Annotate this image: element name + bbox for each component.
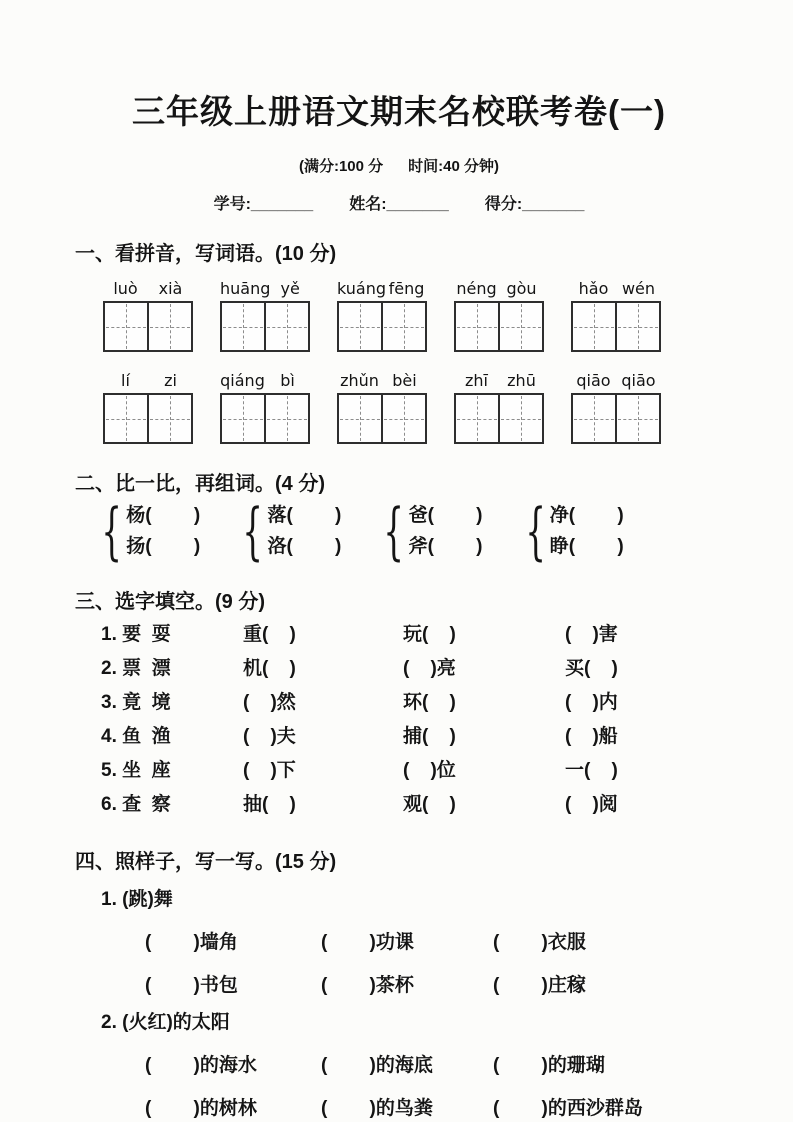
- word-compare-lines: [267, 500, 341, 562]
- writing-grid: [454, 393, 544, 444]
- pinyin-syllable: zhǔn: [340, 371, 379, 390]
- pinyin-syllable: qiāo: [576, 371, 611, 390]
- section-1-heading: 一、看拼音，写词语。(10 分): [75, 243, 337, 265]
- pinyin-word-group: [220, 366, 310, 444]
- choice-options: 4. 鱼 渔: [101, 726, 171, 747]
- pinyin-syllable: huāng: [220, 279, 271, 298]
- example-block: [75, 1007, 723, 1120]
- char-choice-row: [101, 618, 723, 652]
- fill-row: [145, 927, 723, 954]
- choice-options: 6. 查 察: [101, 794, 171, 815]
- pinyin-syllable: wén: [621, 279, 656, 298]
- section-2-heading: 二、比一比，再组词。(4 分): [75, 473, 325, 495]
- word-compare-group: [238, 494, 342, 568]
- writing-grid: [220, 393, 310, 444]
- compare-line-bottom: 洛( ): [267, 536, 342, 557]
- compare-line-top: 杨( ): [126, 505, 201, 526]
- char-choice-row: [101, 754, 723, 788]
- writing-grid-cell: [264, 395, 308, 442]
- example-block: [75, 884, 723, 997]
- fill-blank: ( )庄稼: [493, 975, 586, 996]
- fill-blank: ( )书包: [145, 975, 238, 996]
- writing-grid: [571, 393, 661, 444]
- compare-line-bottom: 扬( ): [126, 536, 201, 557]
- compare-line-bottom: 斧( ): [408, 536, 483, 557]
- compare-line-top: 净( ): [549, 505, 624, 526]
- pinyin-label: [220, 274, 310, 301]
- fill-blank: 观( ): [403, 794, 456, 815]
- pinyin-word-group: [454, 274, 544, 352]
- fill-blank: ( )害: [565, 624, 618, 645]
- section-3: [75, 585, 723, 822]
- pinyin-syllable: zi: [164, 371, 177, 390]
- section-4: [75, 845, 723, 1120]
- fill-blank: ( )然: [243, 692, 296, 713]
- pinyin-word-group: [454, 366, 544, 444]
- char-choice-row: [101, 652, 723, 686]
- section-2: [75, 467, 723, 568]
- pinyin-label: [454, 366, 544, 393]
- fill-blank: ( )功课: [321, 932, 414, 953]
- fill-blank: ( )的西沙群岛: [493, 1098, 643, 1119]
- fill-blank: ( )的珊瑚: [493, 1055, 605, 1076]
- pinyin-label: [454, 274, 544, 301]
- writing-grid-cell: [615, 303, 659, 350]
- char-choice-row: [101, 788, 723, 822]
- fill-blank: ( )的鸟粪: [321, 1098, 433, 1119]
- pinyin-word-row: [103, 274, 723, 352]
- pinyin-word-group: [337, 366, 427, 444]
- writing-grid-cell: [264, 303, 308, 350]
- fill-blank: 机( ): [243, 658, 296, 679]
- word-compare-lines: [409, 500, 483, 562]
- pinyin-writing-grid-area: [75, 274, 723, 444]
- exam-score-time-note: (满分:100 分 时间:40 分钟): [298, 158, 500, 175]
- pinyin-syllable: qiāo: [621, 371, 656, 390]
- char-choice-row: [101, 686, 723, 720]
- curly-brace: {: [101, 494, 122, 568]
- writing-grid-cell: [339, 395, 381, 442]
- pinyin-word-group: [571, 274, 661, 352]
- example-text: 2. (火红)的太阳: [101, 1012, 230, 1033]
- char-choice-area: [101, 618, 723, 822]
- pinyin-syllable: zhī: [465, 371, 488, 390]
- fill-blank: 买( ): [565, 658, 618, 679]
- pinyin-word-group: [103, 274, 193, 352]
- fill-blank: ( )内: [565, 692, 618, 713]
- compare-line-top: 爸( ): [408, 505, 483, 526]
- word-compare-group: [379, 494, 483, 568]
- pinyin-syllable: néng: [456, 279, 497, 298]
- writing-grid-cell: [456, 395, 498, 442]
- pinyin-word-row: [103, 366, 723, 444]
- pinyin-word-group: [103, 366, 193, 444]
- writing-grid: [337, 301, 427, 352]
- fill-blank: ( )位: [403, 760, 456, 781]
- writing-grid-cell: [222, 395, 264, 442]
- writing-grid-cell: [381, 395, 425, 442]
- fill-blank: ( )的海底: [321, 1055, 433, 1076]
- score-field: 得分:_______: [484, 196, 585, 213]
- pinyin-word-group: [571, 366, 661, 444]
- example-fill-area: [75, 884, 723, 1120]
- pinyin-word-group: [220, 274, 310, 352]
- writing-grid-cell: [615, 395, 659, 442]
- fill-blank: 重( ): [243, 624, 296, 645]
- pinyin-label: [571, 366, 661, 393]
- pinyin-label: [337, 274, 427, 301]
- pinyin-syllable: kuáng: [337, 279, 387, 298]
- writing-grid: [454, 301, 544, 352]
- word-compare-group: [521, 494, 624, 568]
- writing-grid: [337, 393, 427, 444]
- writing-grid-cell: [147, 395, 191, 442]
- pinyin-syllable: bèi: [392, 371, 417, 390]
- choice-options: 3. 竟 境: [101, 692, 171, 713]
- fill-blank: ( )的树林: [145, 1098, 257, 1119]
- writing-grid-cell: [381, 303, 425, 350]
- word-compare-lines: [126, 500, 200, 562]
- choice-options: 1. 要 耍: [101, 624, 171, 645]
- curly-brace: {: [524, 494, 546, 568]
- pinyin-syllable: lí: [121, 371, 130, 390]
- section-3-heading: 三、选字填空。(9 分): [75, 591, 265, 613]
- pinyin-syllable: zhū: [507, 371, 536, 390]
- writing-grid: [103, 301, 193, 352]
- fill-blank: 捕( ): [403, 726, 456, 747]
- word-compare-lines: [550, 500, 624, 562]
- pinyin-label: [103, 274, 193, 301]
- writing-grid-cell: [147, 303, 191, 350]
- student-id-field: 学号:_______: [213, 196, 314, 213]
- fill-blank: ( )墙角: [145, 932, 238, 953]
- word-compare-group: [97, 494, 201, 568]
- curly-brace: {: [242, 494, 264, 568]
- choice-options: 2. 票 漂: [101, 658, 171, 679]
- fill-blank: 环( ): [403, 692, 456, 713]
- word-compare-area: [97, 494, 723, 568]
- compare-line-bottom: 睁( ): [549, 536, 624, 557]
- fill-blank: ( )亮: [403, 658, 456, 679]
- writing-grid-cell: [339, 303, 381, 350]
- example-text: 1. (跳)舞: [101, 889, 173, 910]
- student-info-line: [75, 191, 723, 214]
- section-4-heading: 四、照样子，写一写。(15 分): [75, 851, 337, 873]
- writing-grid-cell: [573, 395, 615, 442]
- pinyin-syllable: yě: [280, 279, 300, 298]
- pinyin-syllable: fēng: [388, 279, 425, 298]
- pinyin-label: [337, 366, 427, 393]
- fill-blank: ( )阅: [565, 794, 618, 815]
- pinyin-syllable: gòu: [506, 279, 537, 298]
- writing-grid: [220, 301, 310, 352]
- fill-blank: ( )茶杯: [321, 975, 414, 996]
- pinyin-label: [103, 366, 193, 393]
- pinyin-label: [220, 366, 310, 393]
- writing-grid-cell: [498, 395, 542, 442]
- writing-grid-cell: [222, 303, 264, 350]
- pinyin-word-group: [337, 274, 427, 352]
- writing-grid: [571, 301, 661, 352]
- pinyin-syllable: bì: [280, 371, 295, 390]
- writing-grid-cell: [105, 303, 147, 350]
- fill-blank: 一( ): [565, 760, 618, 781]
- curly-brace: {: [383, 494, 405, 568]
- writing-grid-cell: [105, 395, 147, 442]
- pinyin-syllable: qiáng: [220, 371, 265, 390]
- compare-line-top: 落( ): [267, 505, 342, 526]
- choice-options: 5. 坐 座: [101, 760, 171, 781]
- fill-blank: 抽( ): [243, 794, 296, 815]
- fill-blank: ( )船: [565, 726, 618, 747]
- fill-blank: ( )下: [243, 760, 296, 781]
- pinyin-syllable: luò: [113, 279, 138, 298]
- section-1: [75, 237, 723, 444]
- fill-blank: ( )夫: [243, 726, 296, 747]
- fill-blank: 玩( ): [403, 624, 456, 645]
- pinyin-syllable: hǎo: [578, 279, 609, 298]
- fill-row: [145, 970, 723, 997]
- writing-grid-cell: [573, 303, 615, 350]
- student-name-field: 姓名:_______: [349, 196, 449, 213]
- page-title: 三年级上册语文期末名校联考卷(一): [132, 93, 666, 130]
- pinyin-label: [571, 274, 661, 301]
- writing-grid-cell: [456, 303, 498, 350]
- fill-row: [145, 1050, 723, 1077]
- char-choice-row: [101, 720, 723, 754]
- fill-row: [145, 1093, 723, 1120]
- fill-blank: ( )的海水: [145, 1055, 257, 1076]
- pinyin-syllable: xià: [158, 279, 183, 298]
- writing-grid-cell: [498, 303, 542, 350]
- writing-grid: [103, 393, 193, 444]
- fill-blank: ( )衣服: [493, 932, 586, 953]
